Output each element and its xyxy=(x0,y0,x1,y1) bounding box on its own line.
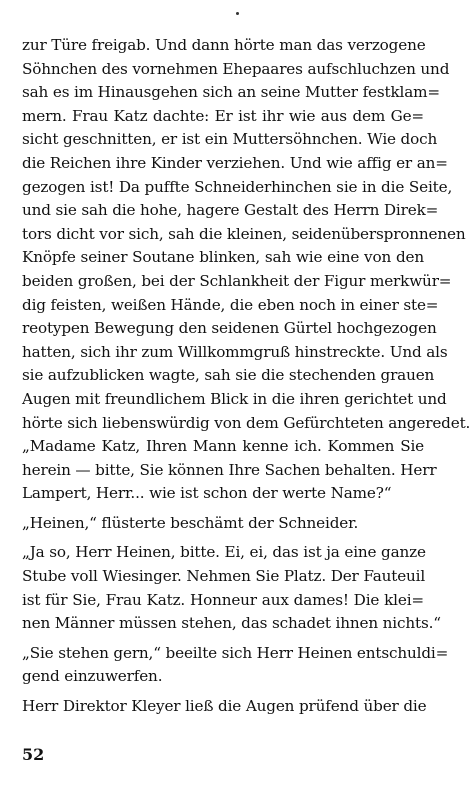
text-line: Knöpfe seiner Soutane blinken, sah wie eine von den xyxy=(22,248,424,267)
text-line: hörte sich liebenswürdig von dem Gefürchteten angeredet. xyxy=(22,413,470,432)
text-line: gend einzuwerfen. xyxy=(22,667,163,686)
text-line: reotypen Bewegung den seidenen Gürtel hochgezogen xyxy=(22,319,437,338)
text-line: und sie sah die hohe, hagere Gestalt des Herrn Direk= xyxy=(22,201,439,220)
text-line: „Sie stehen gern,“ beeilte sich Herr Heinen entschuldi= xyxy=(22,643,449,662)
text-line: tors dicht vor sich, sah die kleinen, seidenüberspronnenen xyxy=(22,224,466,243)
text-line: gezogen ist! Da puffte Schneiderhinchen sie in die Seite, xyxy=(22,177,453,196)
text-line: herein — bitte, Sie können Ihre Sachen behalten. Herr xyxy=(22,460,437,479)
text-line: sah es im Hinausgehen sich an seine Mutter festklam= xyxy=(22,83,440,102)
print-speck xyxy=(236,12,239,15)
text-line: zur Türe freigab. Und dann hörte man das verzogene xyxy=(22,36,426,54)
page-number: 52 xyxy=(22,745,45,764)
text-line: beiden großen, bei der Schlankheit der Figur merkwür= xyxy=(22,271,452,290)
text-line: Söhnchen des vornehmen Ehepaares aufschluchzen und xyxy=(22,59,450,78)
body-text xyxy=(22,34,470,719)
text-line: sicht geschnitten, er ist ein Muttersöhnchen. Wie doch xyxy=(22,130,438,149)
text-line: mern. Frau Katz dachte: Er ist ihr wie aus dem Ge= xyxy=(22,106,424,125)
text-line: sie aufzublicken wagte, sah sie die stechenden grauen xyxy=(22,366,435,385)
text-line: hatten, sich ihr zum Willkommgruß hinstreckte. Und als xyxy=(22,342,448,361)
text-line: Stube voll Wiesinger. Nehmen Sie Platz. Der Fauteuil xyxy=(22,567,426,586)
text-line: Lampert, Herr... wie ist schon der werte Name?“ xyxy=(22,484,392,503)
text-line: „Ja so, Herr Heinen, bitte. Ei, ei, das ist ja eine ganze xyxy=(22,543,426,562)
text-line: die Reichen ihre Kinder verziehen. Und wie affig er an= xyxy=(22,153,448,172)
text-line: Augen mit freundlichem Blick in die ihren gerichtet und xyxy=(22,389,447,408)
text-line: dig feisten, weißen Hände, die eben noch in einer ste= xyxy=(22,295,439,314)
text-line: „Madame Katz, Ihren Mann kenne ich. Kommen Sie xyxy=(22,437,424,456)
text-line: nen Männer müssen stehen, das schadet ihnen nichts.“ xyxy=(22,614,441,633)
text-line: „Heinen,“ flüsterte beschämt der Schneider. xyxy=(22,513,359,532)
text-line: ist für Sie, Frau Katz. Honneur aux dames! Die klei= xyxy=(22,590,424,609)
text-line: Herr Direktor Kleyer ließ die Augen prüfend über die xyxy=(22,697,427,716)
